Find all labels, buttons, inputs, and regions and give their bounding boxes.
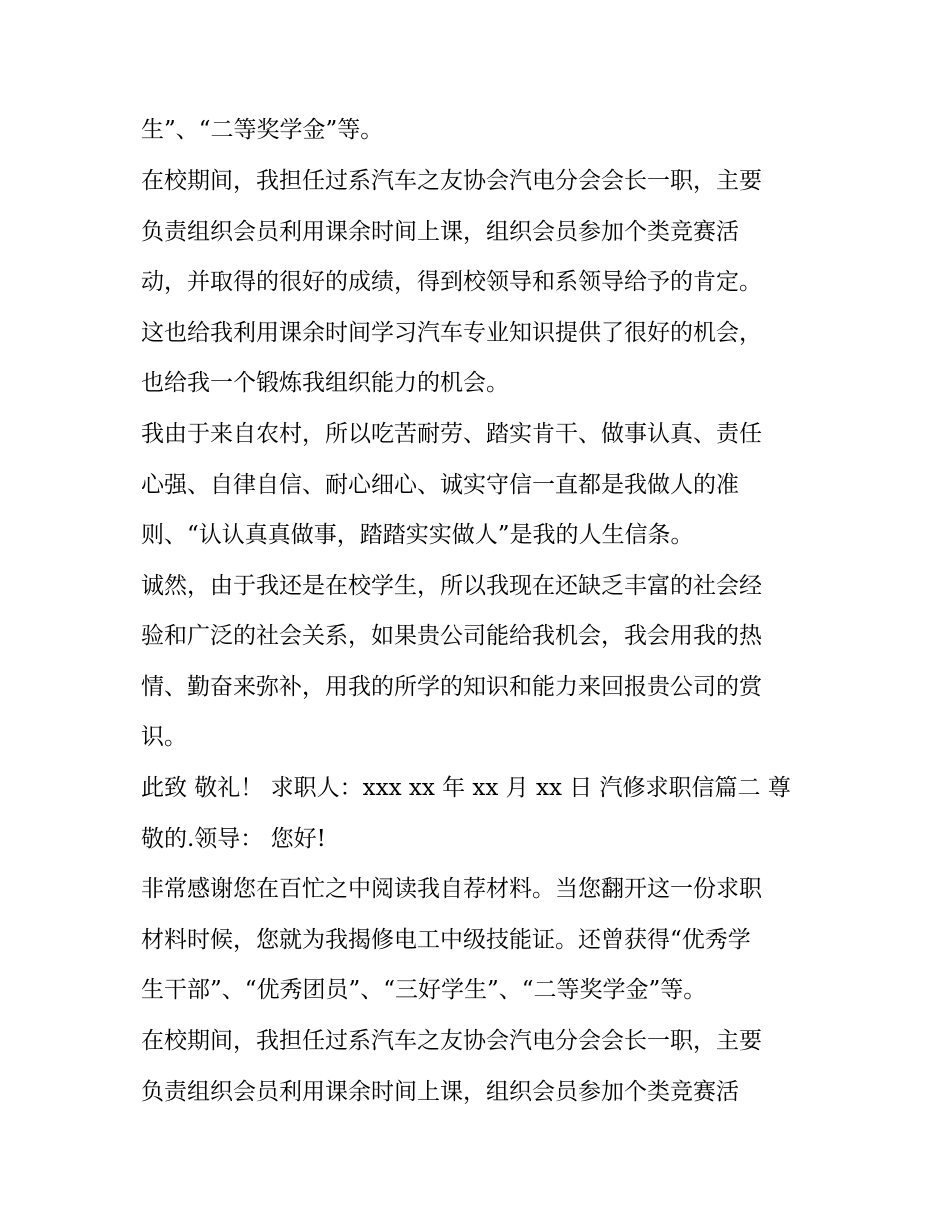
text-line: 情、勤奋来弥补，用我的所学的知识和能力来回报贵公司的赏 (141, 674, 762, 700)
text-line: 敬的.领导： 您好! (141, 826, 326, 852)
text-line: 在校期间，我担任过系汽车之友协会汽电分会会长一职，主要 (141, 1028, 762, 1054)
text-line: 则、“认认真真做事，踏踏实实做人”是我的人生信条。 (141, 522, 694, 548)
text-line: 此致 敬礼！ 求职人：xxx xx 年 xx 月 xx 日 汽修求职信篇二 尊 (141, 775, 791, 801)
text-line: 心强、自律自信、耐心细心、诚实守信一直都是我做人的准 (141, 472, 739, 498)
text-line: 这也给我利用课余时间学习汽车专业知识提供了很好的机会， (141, 320, 762, 346)
text-line: 负责组织会员利用课余时间上课，组织会员参加个类竞赛活 (141, 1079, 739, 1105)
text-line: 动，并取得的很好的成绩，得到校领导和系领导给予的肯定。 (141, 269, 762, 295)
text-line: 我由于来自农村，所以吃苦耐劳、踏实肯干、做事认真、责任 (141, 421, 762, 447)
text-line: 识。 (141, 724, 187, 750)
text-line: 负责组织会员利用课余时间上课，组织会员参加个类竞赛活 (141, 219, 739, 245)
text-line: 诚然，由于我还是在校学生，所以我现在还缺乏丰富的社会经 (141, 573, 762, 599)
text-line: 验和广泛的社会关系，如果贵公司能给我机会，我会用我的热 (141, 623, 762, 649)
text-line: 生”、“二等奖学金”等。 (141, 117, 384, 143)
text-line: 材料时候，您就为我揭修电工中级技能证。还曾获得“优秀学 (141, 927, 751, 953)
text-line: 在校期间，我担任过系汽车之友协会汽电分会会长一职，主要 (141, 168, 762, 194)
text-line: 生干部”、“优秀团员”、“三好学生”、“二等奖学金”等。 (141, 977, 707, 1003)
text-line: 也给我一个锻炼我组织能力的机会。 (141, 370, 509, 396)
text-line: 非常感谢您在百忙之中阅读我自荐材料。当您翻开这一份求职 (141, 876, 762, 902)
